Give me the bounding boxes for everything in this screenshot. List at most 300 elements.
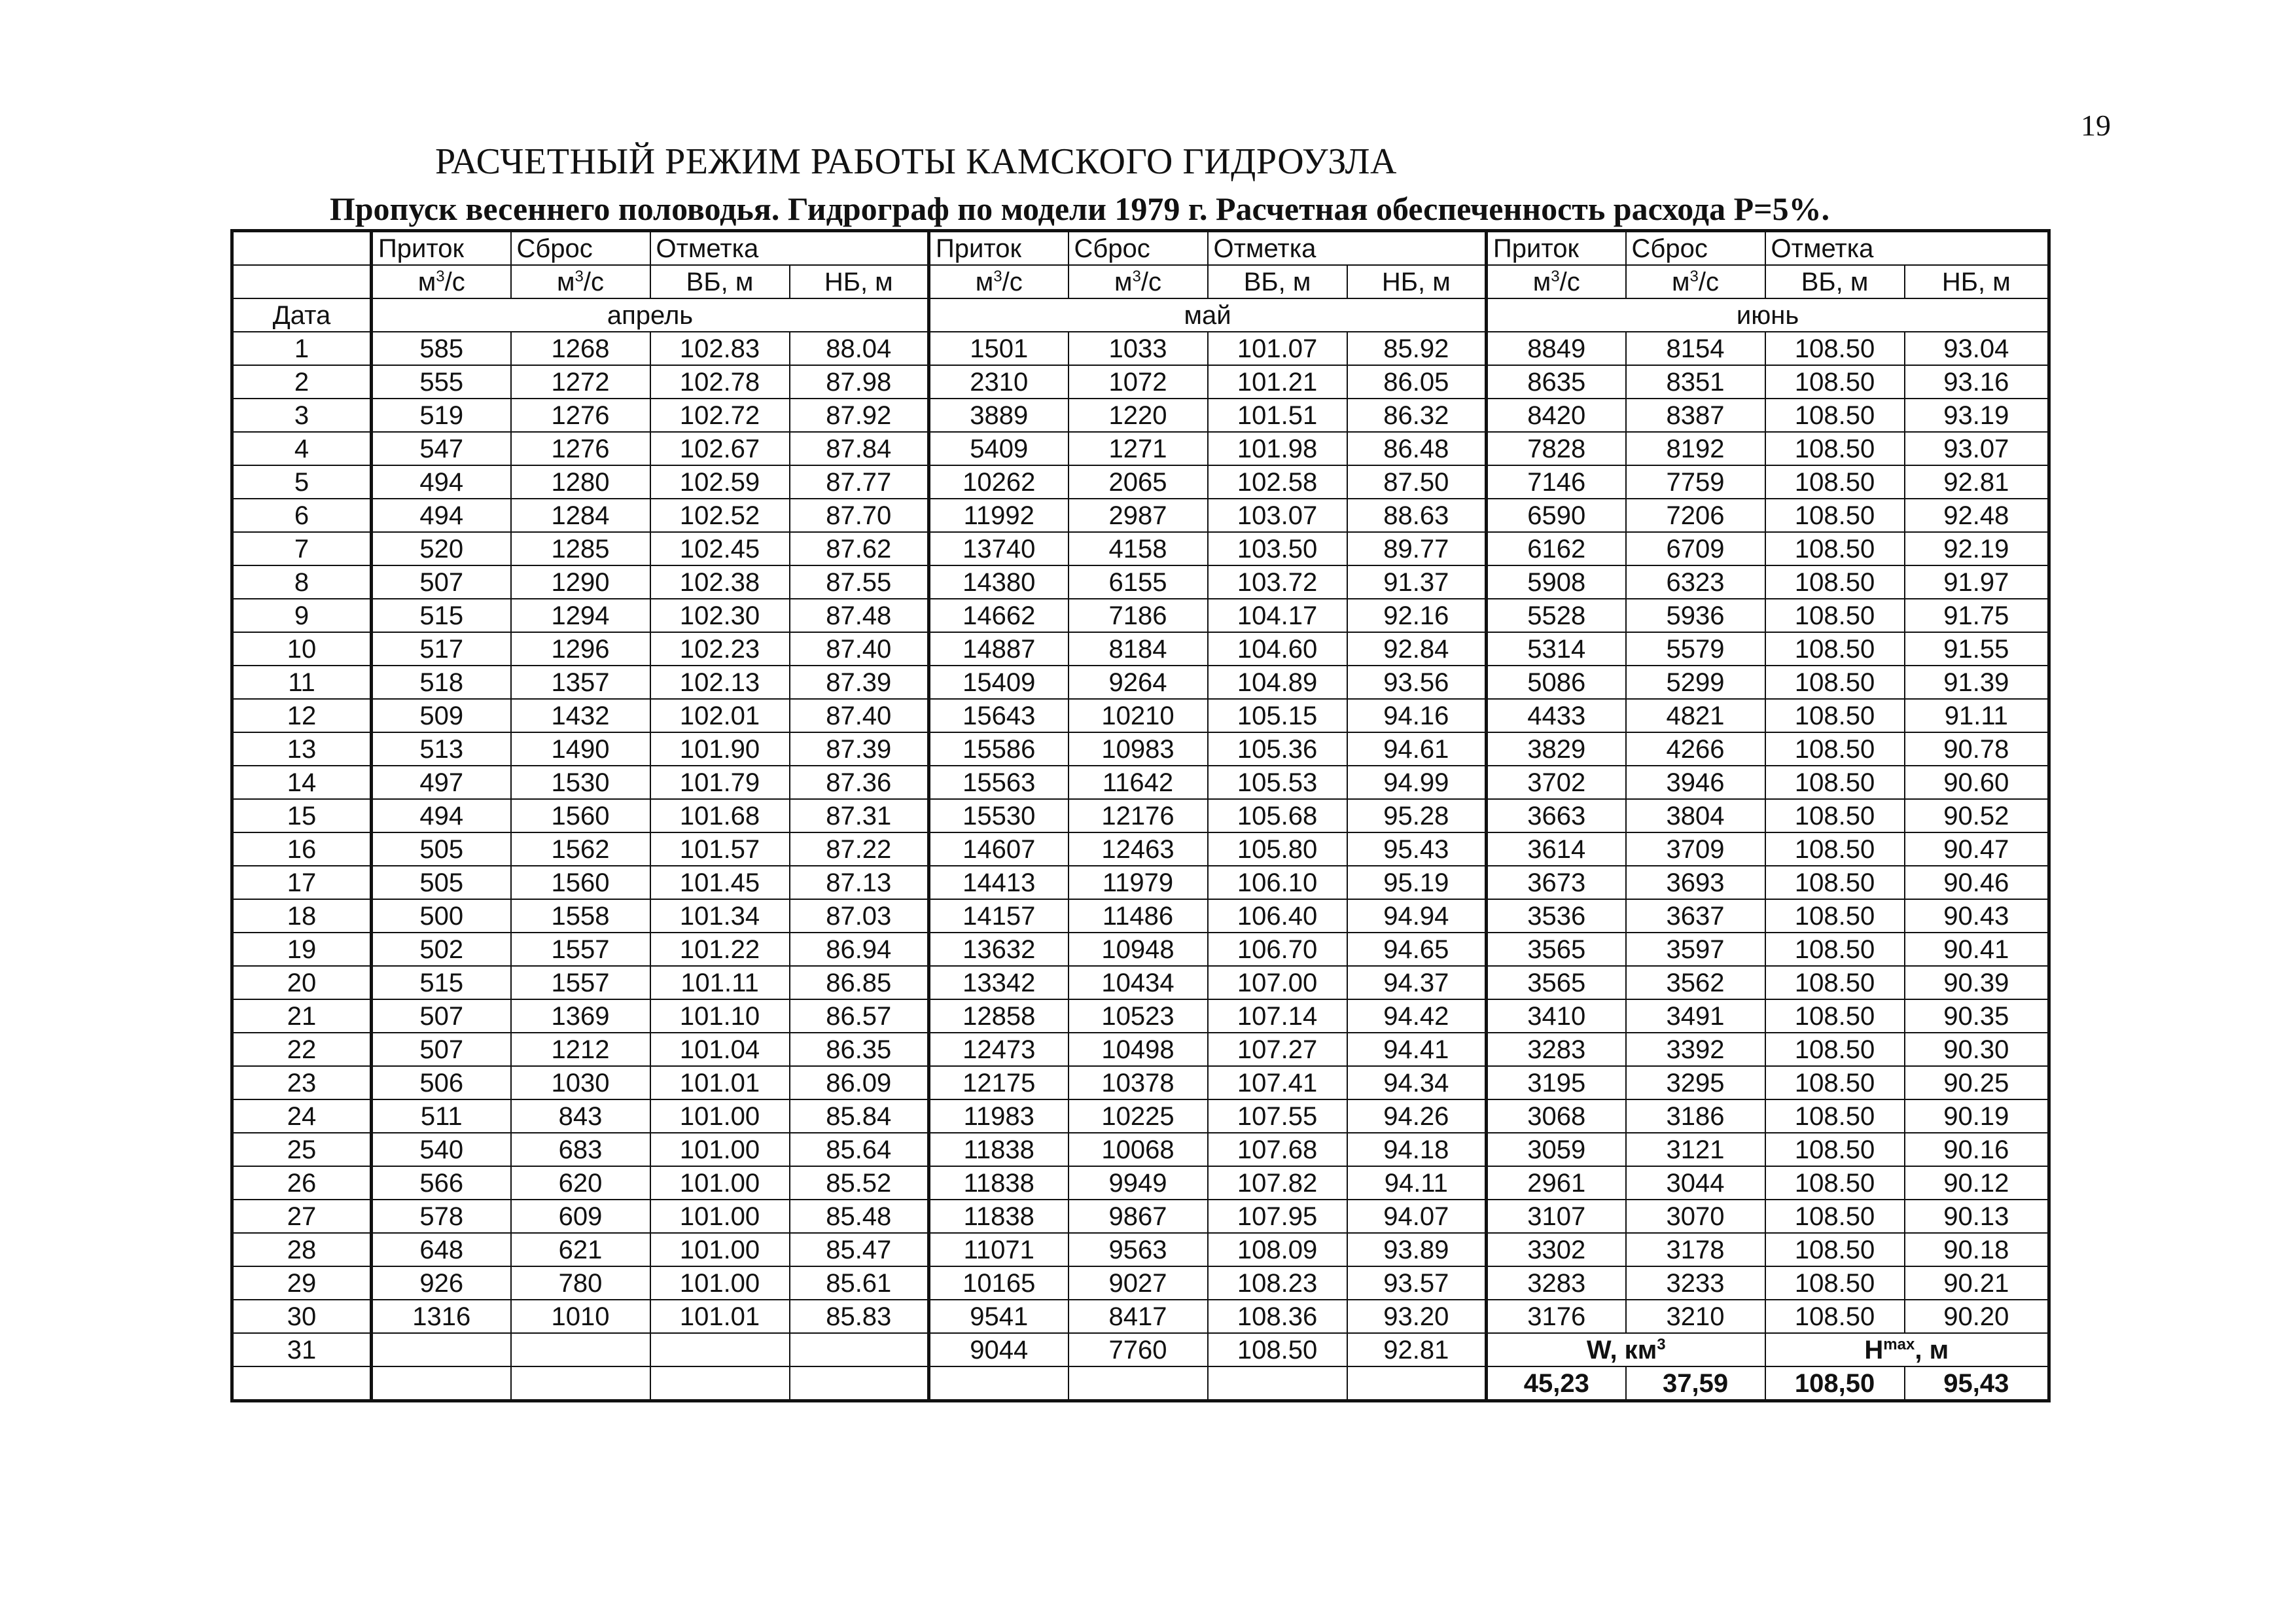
w-label-sup: 3	[1657, 1335, 1666, 1353]
june-inflow-cell: 5086	[1487, 666, 1626, 699]
april-inflow-cell: 518	[372, 666, 511, 699]
june-inflow-cell: 3410	[1487, 999, 1626, 1033]
unit-flow-suffix: /с	[1002, 267, 1023, 296]
may-discharge-cell: 2987	[1069, 499, 1208, 532]
april-discharge-cell: 1272	[511, 365, 650, 399]
table-row	[232, 599, 2049, 632]
unit-flow-prefix: м	[975, 267, 994, 296]
header-row-labels	[232, 231, 2049, 266]
may-downstream-level-cell: 95.28	[1347, 799, 1487, 832]
april-discharge-cell: 843	[511, 1099, 650, 1133]
april-upstream-level-cell: 102.67	[650, 432, 790, 465]
h-max-label	[1765, 1333, 2049, 1366]
june-discharge-cell: 3709	[1626, 832, 1765, 866]
may-inflow-cell: 13632	[929, 933, 1069, 966]
table-row	[232, 1099, 2049, 1133]
header-date: Дата	[232, 298, 372, 332]
may-inflow-cell: 11071	[929, 1233, 1069, 1266]
month-june: июнь	[1487, 298, 2049, 332]
header-empty-cell	[232, 265, 372, 298]
april-upstream-level-cell: 102.23	[650, 632, 790, 666]
june-inflow-cell: 7146	[1487, 465, 1626, 499]
may-downstream-level-cell: 94.07	[1347, 1200, 1487, 1233]
june-discharge-cell: 3295	[1626, 1066, 1765, 1099]
may-discharge-cell: 10434	[1069, 966, 1208, 999]
may-upstream-level-cell: 106.10	[1208, 866, 1347, 899]
may-upstream-level-cell: 107.68	[1208, 1133, 1347, 1166]
may-inflow-cell: 11838	[929, 1200, 1069, 1233]
table-row	[232, 499, 2049, 532]
hydro-regime-table	[230, 229, 2051, 1402]
june-upstream-level-cell: 108.50	[1765, 532, 1905, 565]
may-inflow-cell: 12175	[929, 1066, 1069, 1099]
june-inflow-cell: 3107	[1487, 1200, 1626, 1233]
date-cell: 12	[232, 699, 372, 732]
june-inflow-cell: 3673	[1487, 866, 1626, 899]
summary-empty-cell	[372, 1366, 511, 1401]
may-upstream-level-cell: 104.89	[1208, 666, 1347, 699]
april-inflow-cell: 585	[372, 332, 511, 365]
date-cell: 2	[232, 365, 372, 399]
may-inflow-cell: 14887	[929, 632, 1069, 666]
june-discharge-cell: 4266	[1626, 732, 1765, 766]
unit-upstream: ВБ, м	[650, 265, 790, 298]
april-inflow-cell: 513	[372, 732, 511, 766]
unit-upstream: ВБ, м	[1208, 265, 1347, 298]
june-inflow-cell: 3059	[1487, 1133, 1626, 1166]
date-cell: 19	[232, 933, 372, 966]
may-upstream-level-cell: 105.53	[1208, 766, 1347, 799]
june-upstream-level-cell: 108.50	[1765, 565, 1905, 599]
june-downstream-level-cell: 90.20	[1905, 1300, 2049, 1333]
april-downstream-level-cell: 85.83	[790, 1300, 929, 1333]
unit-flow-cell	[511, 265, 650, 298]
may-inflow-cell: 14413	[929, 866, 1069, 899]
april-inflow-cell: 494	[372, 799, 511, 832]
may-discharge-cell: 9867	[1069, 1200, 1208, 1233]
june-discharge-cell: 7759	[1626, 465, 1765, 499]
date-cell: 8	[232, 565, 372, 599]
june-downstream-level-cell: 93.16	[1905, 365, 2049, 399]
may-downstream-level-cell: 86.05	[1347, 365, 1487, 399]
may-inflow-cell: 13740	[929, 532, 1069, 565]
april-inflow-cell: 505	[372, 866, 511, 899]
may-inflow-cell: 11838	[929, 1166, 1069, 1200]
may-upstream-level-cell: 103.50	[1208, 532, 1347, 565]
june-discharge-cell: 6323	[1626, 565, 1765, 599]
june-inflow-cell: 5908	[1487, 565, 1626, 599]
table-row	[232, 532, 2049, 565]
may-discharge-cell: 11979	[1069, 866, 1208, 899]
june-inflow-cell: 8849	[1487, 332, 1626, 365]
june-inflow-cell: 3829	[1487, 732, 1626, 766]
table-row	[232, 866, 2049, 899]
table-row	[232, 465, 2049, 499]
april-inflow-cell: 494	[372, 465, 511, 499]
unit-downstream: НБ, м	[1905, 265, 2049, 298]
may-upstream-level-cell: 105.15	[1208, 699, 1347, 732]
may-inflow-cell: 11992	[929, 499, 1069, 532]
page-subtitle: Пропуск весеннего половодья. Гидрограф по модели 1979 г. Расчетная обеспеченность расхода Р=5%.	[329, 190, 1830, 227]
april-discharge-cell: 780	[511, 1266, 650, 1300]
june-upstream-level-cell: 108.50	[1765, 599, 1905, 632]
june-downstream-level-cell: 90.12	[1905, 1166, 2049, 1200]
may-upstream-level-cell: 107.82	[1208, 1166, 1347, 1200]
may-downstream-level-cell: 85.92	[1347, 332, 1487, 365]
april-upstream-level-cell: 102.38	[650, 565, 790, 599]
date-cell: 24	[232, 1099, 372, 1133]
date-cell: 11	[232, 666, 372, 699]
june-inflow-cell: 8420	[1487, 399, 1626, 432]
june-downstream-level-cell: 90.25	[1905, 1066, 2049, 1099]
june-discharge-cell: 5579	[1626, 632, 1765, 666]
june-discharge-cell: 3121	[1626, 1133, 1765, 1166]
unit-flow-cell	[929, 265, 1069, 298]
table-row	[232, 832, 2049, 866]
header-level: Отметка	[1208, 231, 1487, 266]
april-inflow-cell: 511	[372, 1099, 511, 1133]
june-discharge-cell: 3070	[1626, 1200, 1765, 1233]
may-upstream-level-cell: 107.27	[1208, 1033, 1347, 1066]
may-inflow-cell: 14380	[929, 565, 1069, 599]
page-title: РАСЧЕТНЫЙ РЕЖИМ РАБОТЫ КАМСКОГО ГИДРОУЗЛА	[435, 141, 1397, 182]
table-row	[232, 799, 2049, 832]
header-inflow: Приток	[929, 231, 1069, 266]
may-discharge-cell: 2065	[1069, 465, 1208, 499]
june-discharge-cell: 4821	[1626, 699, 1765, 732]
may-discharge-cell: 12176	[1069, 799, 1208, 832]
summary-row	[232, 1366, 2049, 1401]
april-empty-cell	[790, 1333, 929, 1366]
june-inflow-cell: 6590	[1487, 499, 1626, 532]
may-upstream-level-cell: 102.58	[1208, 465, 1347, 499]
unit-flow-sup: 3	[1689, 267, 1699, 285]
june-discharge-cell: 7206	[1626, 499, 1765, 532]
june-downstream-level-cell: 91.55	[1905, 632, 2049, 666]
date-cell: 18	[232, 899, 372, 933]
table-row	[232, 565, 2049, 599]
may-inflow-cell: 2310	[929, 365, 1069, 399]
table-row	[232, 966, 2049, 999]
april-downstream-level-cell: 87.39	[790, 666, 929, 699]
april-upstream-level-cell: 101.00	[650, 1133, 790, 1166]
june-upstream-level-cell: 108.50	[1765, 766, 1905, 799]
may-downstream-level-cell: 86.48	[1347, 432, 1487, 465]
june-upstream-level-cell: 108.50	[1765, 999, 1905, 1033]
june-upstream-level-cell: 108.50	[1765, 1099, 1905, 1133]
june-discharge-cell: 8154	[1626, 332, 1765, 365]
april-downstream-level-cell: 85.84	[790, 1099, 929, 1133]
april-downstream-level-cell: 87.03	[790, 899, 929, 933]
may-discharge-cell: 9264	[1069, 666, 1208, 699]
table-row	[232, 1166, 2049, 1200]
april-empty-cell	[372, 1333, 511, 1366]
unit-flow-prefix: м	[557, 267, 575, 296]
header-discharge: Сброс	[511, 231, 650, 266]
april-inflow-cell: 648	[372, 1233, 511, 1266]
unit-flow-suffix: /с	[583, 267, 604, 296]
unit-flow-cell	[1626, 265, 1765, 298]
date-cell: 16	[232, 832, 372, 866]
april-inflow-cell: 507	[372, 565, 511, 599]
may-downstream-level-cell: 94.37	[1347, 966, 1487, 999]
may-downstream-level-cell: 94.11	[1347, 1166, 1487, 1200]
april-downstream-level-cell: 87.62	[790, 532, 929, 565]
june-inflow-cell: 3302	[1487, 1233, 1626, 1266]
may-downstream-level-cell: 87.50	[1347, 465, 1487, 499]
table-row	[232, 666, 2049, 699]
june-discharge-cell: 3186	[1626, 1099, 1765, 1133]
table-row	[232, 699, 2049, 732]
unit-upstream: ВБ, м	[1765, 265, 1905, 298]
april-downstream-level-cell: 87.77	[790, 465, 929, 499]
date-cell: 27	[232, 1200, 372, 1233]
may-inflow-cell: 3889	[929, 399, 1069, 432]
may-downstream-level-cell: 88.63	[1347, 499, 1487, 532]
april-inflow-cell: 578	[372, 1200, 511, 1233]
page-number: 19	[2081, 109, 2111, 142]
may-downstream-level-cell: 93.57	[1347, 1266, 1487, 1300]
unit-flow-sup: 3	[1551, 267, 1560, 285]
may-discharge-cell: 11642	[1069, 766, 1208, 799]
may-downstream-level-cell: 94.42	[1347, 999, 1487, 1033]
april-upstream-level-cell: 101.00	[650, 1099, 790, 1133]
april-discharge-cell: 609	[511, 1200, 650, 1233]
may-downstream-level-cell: 91.37	[1347, 565, 1487, 599]
header-empty-cell	[232, 231, 372, 266]
h-max-upstream-value: 108,50	[1765, 1366, 1905, 1401]
table-row	[232, 1233, 2049, 1266]
april-upstream-level-cell: 101.01	[650, 1066, 790, 1099]
may-upstream-level-cell: 103.07	[1208, 499, 1347, 532]
april-inflow-cell: 497	[372, 766, 511, 799]
april-downstream-level-cell: 87.40	[790, 632, 929, 666]
may-downstream-level-cell: 94.94	[1347, 899, 1487, 933]
date-cell: 7	[232, 532, 372, 565]
april-downstream-level-cell: 88.04	[790, 332, 929, 365]
june-upstream-level-cell: 108.50	[1765, 966, 1905, 999]
june-discharge-cell: 5299	[1626, 666, 1765, 699]
june-downstream-level-cell: 92.48	[1905, 499, 2049, 532]
may-inflow-cell: 14607	[929, 832, 1069, 866]
w-discharge-value: 37,59	[1626, 1366, 1765, 1401]
may-discharge-cell: 12463	[1069, 832, 1208, 866]
may-inflow-cell: 10262	[929, 465, 1069, 499]
table-row	[232, 632, 2049, 666]
date-cell: 23	[232, 1066, 372, 1099]
april-discharge-cell: 1432	[511, 699, 650, 732]
april-upstream-level-cell: 102.59	[650, 465, 790, 499]
may-inflow-cell: 12473	[929, 1033, 1069, 1066]
may-inflow-cell: 15643	[929, 699, 1069, 732]
may-downstream-level-cell: 94.18	[1347, 1133, 1487, 1166]
april-downstream-level-cell: 87.22	[790, 832, 929, 866]
unit-flow-cell	[372, 265, 511, 298]
date-cell: 1	[232, 332, 372, 365]
table-row	[232, 1200, 2049, 1233]
may-downstream-level-cell: 93.89	[1347, 1233, 1487, 1266]
april-inflow-cell: 540	[372, 1133, 511, 1166]
june-downstream-level-cell: 91.97	[1905, 565, 2049, 599]
june-upstream-level-cell: 108.50	[1765, 499, 1905, 532]
june-discharge-cell: 3562	[1626, 966, 1765, 999]
header-discharge: Сброс	[1069, 231, 1208, 266]
may-discharge-cell: 10378	[1069, 1066, 1208, 1099]
april-discharge-cell: 1285	[511, 532, 650, 565]
may-discharge-cell: 7760	[1069, 1333, 1208, 1366]
may-downstream-level-cell: 93.56	[1347, 666, 1487, 699]
may-downstream-level-cell: 92.81	[1347, 1333, 1487, 1366]
april-inflow-cell: 566	[372, 1166, 511, 1200]
may-discharge-cell: 10983	[1069, 732, 1208, 766]
unit-flow-suffix: /с	[1140, 267, 1161, 296]
april-upstream-level-cell: 101.10	[650, 999, 790, 1033]
june-upstream-level-cell: 108.50	[1765, 732, 1905, 766]
april-inflow-cell: 547	[372, 432, 511, 465]
header-level: Отметка	[650, 231, 929, 266]
may-upstream-level-cell: 108.23	[1208, 1266, 1347, 1300]
may-downstream-level-cell: 92.16	[1347, 599, 1487, 632]
april-discharge-cell: 683	[511, 1133, 650, 1166]
june-discharge-cell: 3392	[1626, 1033, 1765, 1066]
april-upstream-level-cell: 101.90	[650, 732, 790, 766]
date-cell: 4	[232, 432, 372, 465]
april-upstream-level-cell: 101.04	[650, 1033, 790, 1066]
april-downstream-level-cell: 86.85	[790, 966, 929, 999]
june-downstream-level-cell: 90.19	[1905, 1099, 2049, 1133]
april-downstream-level-cell: 86.57	[790, 999, 929, 1033]
june-upstream-level-cell: 108.50	[1765, 365, 1905, 399]
april-upstream-level-cell: 101.00	[650, 1266, 790, 1300]
summary-empty-cell	[1069, 1366, 1208, 1401]
april-discharge-cell: 1212	[511, 1033, 650, 1066]
may-discharge-cell: 1220	[1069, 399, 1208, 432]
april-discharge-cell: 1560	[511, 866, 650, 899]
april-upstream-level-cell: 102.13	[650, 666, 790, 699]
june-upstream-level-cell: 108.50	[1765, 1133, 1905, 1166]
april-upstream-level-cell: 101.00	[650, 1233, 790, 1266]
april-upstream-level-cell: 101.34	[650, 899, 790, 933]
june-upstream-level-cell: 108.50	[1765, 399, 1905, 432]
april-empty-cell	[650, 1333, 790, 1366]
june-downstream-level-cell: 93.19	[1905, 399, 2049, 432]
april-inflow-cell: 517	[372, 632, 511, 666]
may-discharge-cell: 7186	[1069, 599, 1208, 632]
unit-flow-prefix: м	[1114, 267, 1133, 296]
table-row	[232, 766, 2049, 799]
june-inflow-cell: 3702	[1487, 766, 1626, 799]
april-upstream-level-cell: 101.79	[650, 766, 790, 799]
april-discharge-cell: 1296	[511, 632, 650, 666]
june-upstream-level-cell: 108.50	[1765, 832, 1905, 866]
june-discharge-cell: 3693	[1626, 866, 1765, 899]
may-upstream-level-cell: 104.17	[1208, 599, 1347, 632]
unit-flow-suffix: /с	[1559, 267, 1580, 296]
april-upstream-level-cell: 102.30	[650, 599, 790, 632]
h-label-text: H	[1864, 1335, 1884, 1364]
april-downstream-level-cell: 87.84	[790, 432, 929, 465]
unit-flow-prefix: м	[1532, 267, 1551, 296]
june-upstream-level-cell: 108.50	[1765, 1166, 1905, 1200]
header-row-units	[232, 265, 2049, 298]
may-downstream-level-cell: 94.65	[1347, 933, 1487, 966]
june-upstream-level-cell: 108.50	[1765, 332, 1905, 365]
april-upstream-level-cell: 101.45	[650, 866, 790, 899]
month-may: май	[929, 298, 1487, 332]
april-downstream-level-cell: 86.94	[790, 933, 929, 966]
unit-flow-sup: 3	[436, 267, 445, 285]
june-inflow-cell: 5314	[1487, 632, 1626, 666]
june-discharge-cell: 6709	[1626, 532, 1765, 565]
june-downstream-level-cell: 90.47	[1905, 832, 2049, 866]
april-downstream-level-cell: 87.13	[790, 866, 929, 899]
unit-flow-cell	[1487, 265, 1626, 298]
may-discharge-cell: 9027	[1069, 1266, 1208, 1300]
date-cell: 21	[232, 999, 372, 1033]
april-inflow-cell: 505	[372, 832, 511, 866]
june-discharge-cell: 3491	[1626, 999, 1765, 1033]
may-upstream-level-cell: 101.21	[1208, 365, 1347, 399]
june-discharge-cell: 3044	[1626, 1166, 1765, 1200]
summary-empty-cell	[650, 1366, 790, 1401]
unit-flow-sup: 3	[1132, 267, 1141, 285]
may-discharge-cell: 10068	[1069, 1133, 1208, 1166]
june-inflow-cell: 3565	[1487, 933, 1626, 966]
may-downstream-level-cell: 94.34	[1347, 1066, 1487, 1099]
april-inflow-cell: 507	[372, 1033, 511, 1066]
may-upstream-level-cell: 105.68	[1208, 799, 1347, 832]
table-row	[232, 732, 2049, 766]
may-upstream-level-cell: 105.36	[1208, 732, 1347, 766]
june-inflow-cell: 4433	[1487, 699, 1626, 732]
may-upstream-level-cell: 101.98	[1208, 432, 1347, 465]
june-discharge-cell: 8192	[1626, 432, 1765, 465]
may-inflow-cell: 11983	[929, 1099, 1069, 1133]
table-row	[232, 1333, 2049, 1366]
date-cell: 5	[232, 465, 372, 499]
h-label-suffix: , м	[1915, 1335, 1949, 1364]
april-inflow-cell: 507	[372, 999, 511, 1033]
may-downstream-level-cell: 95.19	[1347, 866, 1487, 899]
june-upstream-level-cell: 108.50	[1765, 899, 1905, 933]
june-downstream-level-cell: 90.30	[1905, 1033, 2049, 1066]
june-inflow-cell: 3663	[1487, 799, 1626, 832]
april-downstream-level-cell: 87.70	[790, 499, 929, 532]
april-discharge-cell: 1276	[511, 432, 650, 465]
may-downstream-level-cell: 94.41	[1347, 1033, 1487, 1066]
april-discharge-cell: 1276	[511, 399, 650, 432]
april-discharge-cell: 1560	[511, 799, 650, 832]
april-downstream-level-cell: 85.48	[790, 1200, 929, 1233]
unit-flow-sup: 3	[574, 267, 584, 285]
april-upstream-level-cell: 101.11	[650, 966, 790, 999]
june-upstream-level-cell: 108.50	[1765, 1033, 1905, 1066]
summary-empty-cell	[511, 1366, 650, 1401]
w-label-text: W, км	[1586, 1335, 1657, 1364]
may-discharge-cell: 6155	[1069, 565, 1208, 599]
june-upstream-level-cell: 108.50	[1765, 1066, 1905, 1099]
header-inflow: Приток	[1487, 231, 1626, 266]
april-discharge-cell: 1357	[511, 666, 650, 699]
april-downstream-level-cell: 87.98	[790, 365, 929, 399]
may-discharge-cell: 10225	[1069, 1099, 1208, 1133]
unit-flow-suffix: /с	[1698, 267, 1720, 296]
april-inflow-cell: 519	[372, 399, 511, 432]
unit-flow-sup: 3	[993, 267, 1002, 285]
may-downstream-level-cell: 94.16	[1347, 699, 1487, 732]
april-downstream-level-cell: 85.52	[790, 1166, 929, 1200]
june-downstream-level-cell: 91.39	[1905, 666, 2049, 699]
